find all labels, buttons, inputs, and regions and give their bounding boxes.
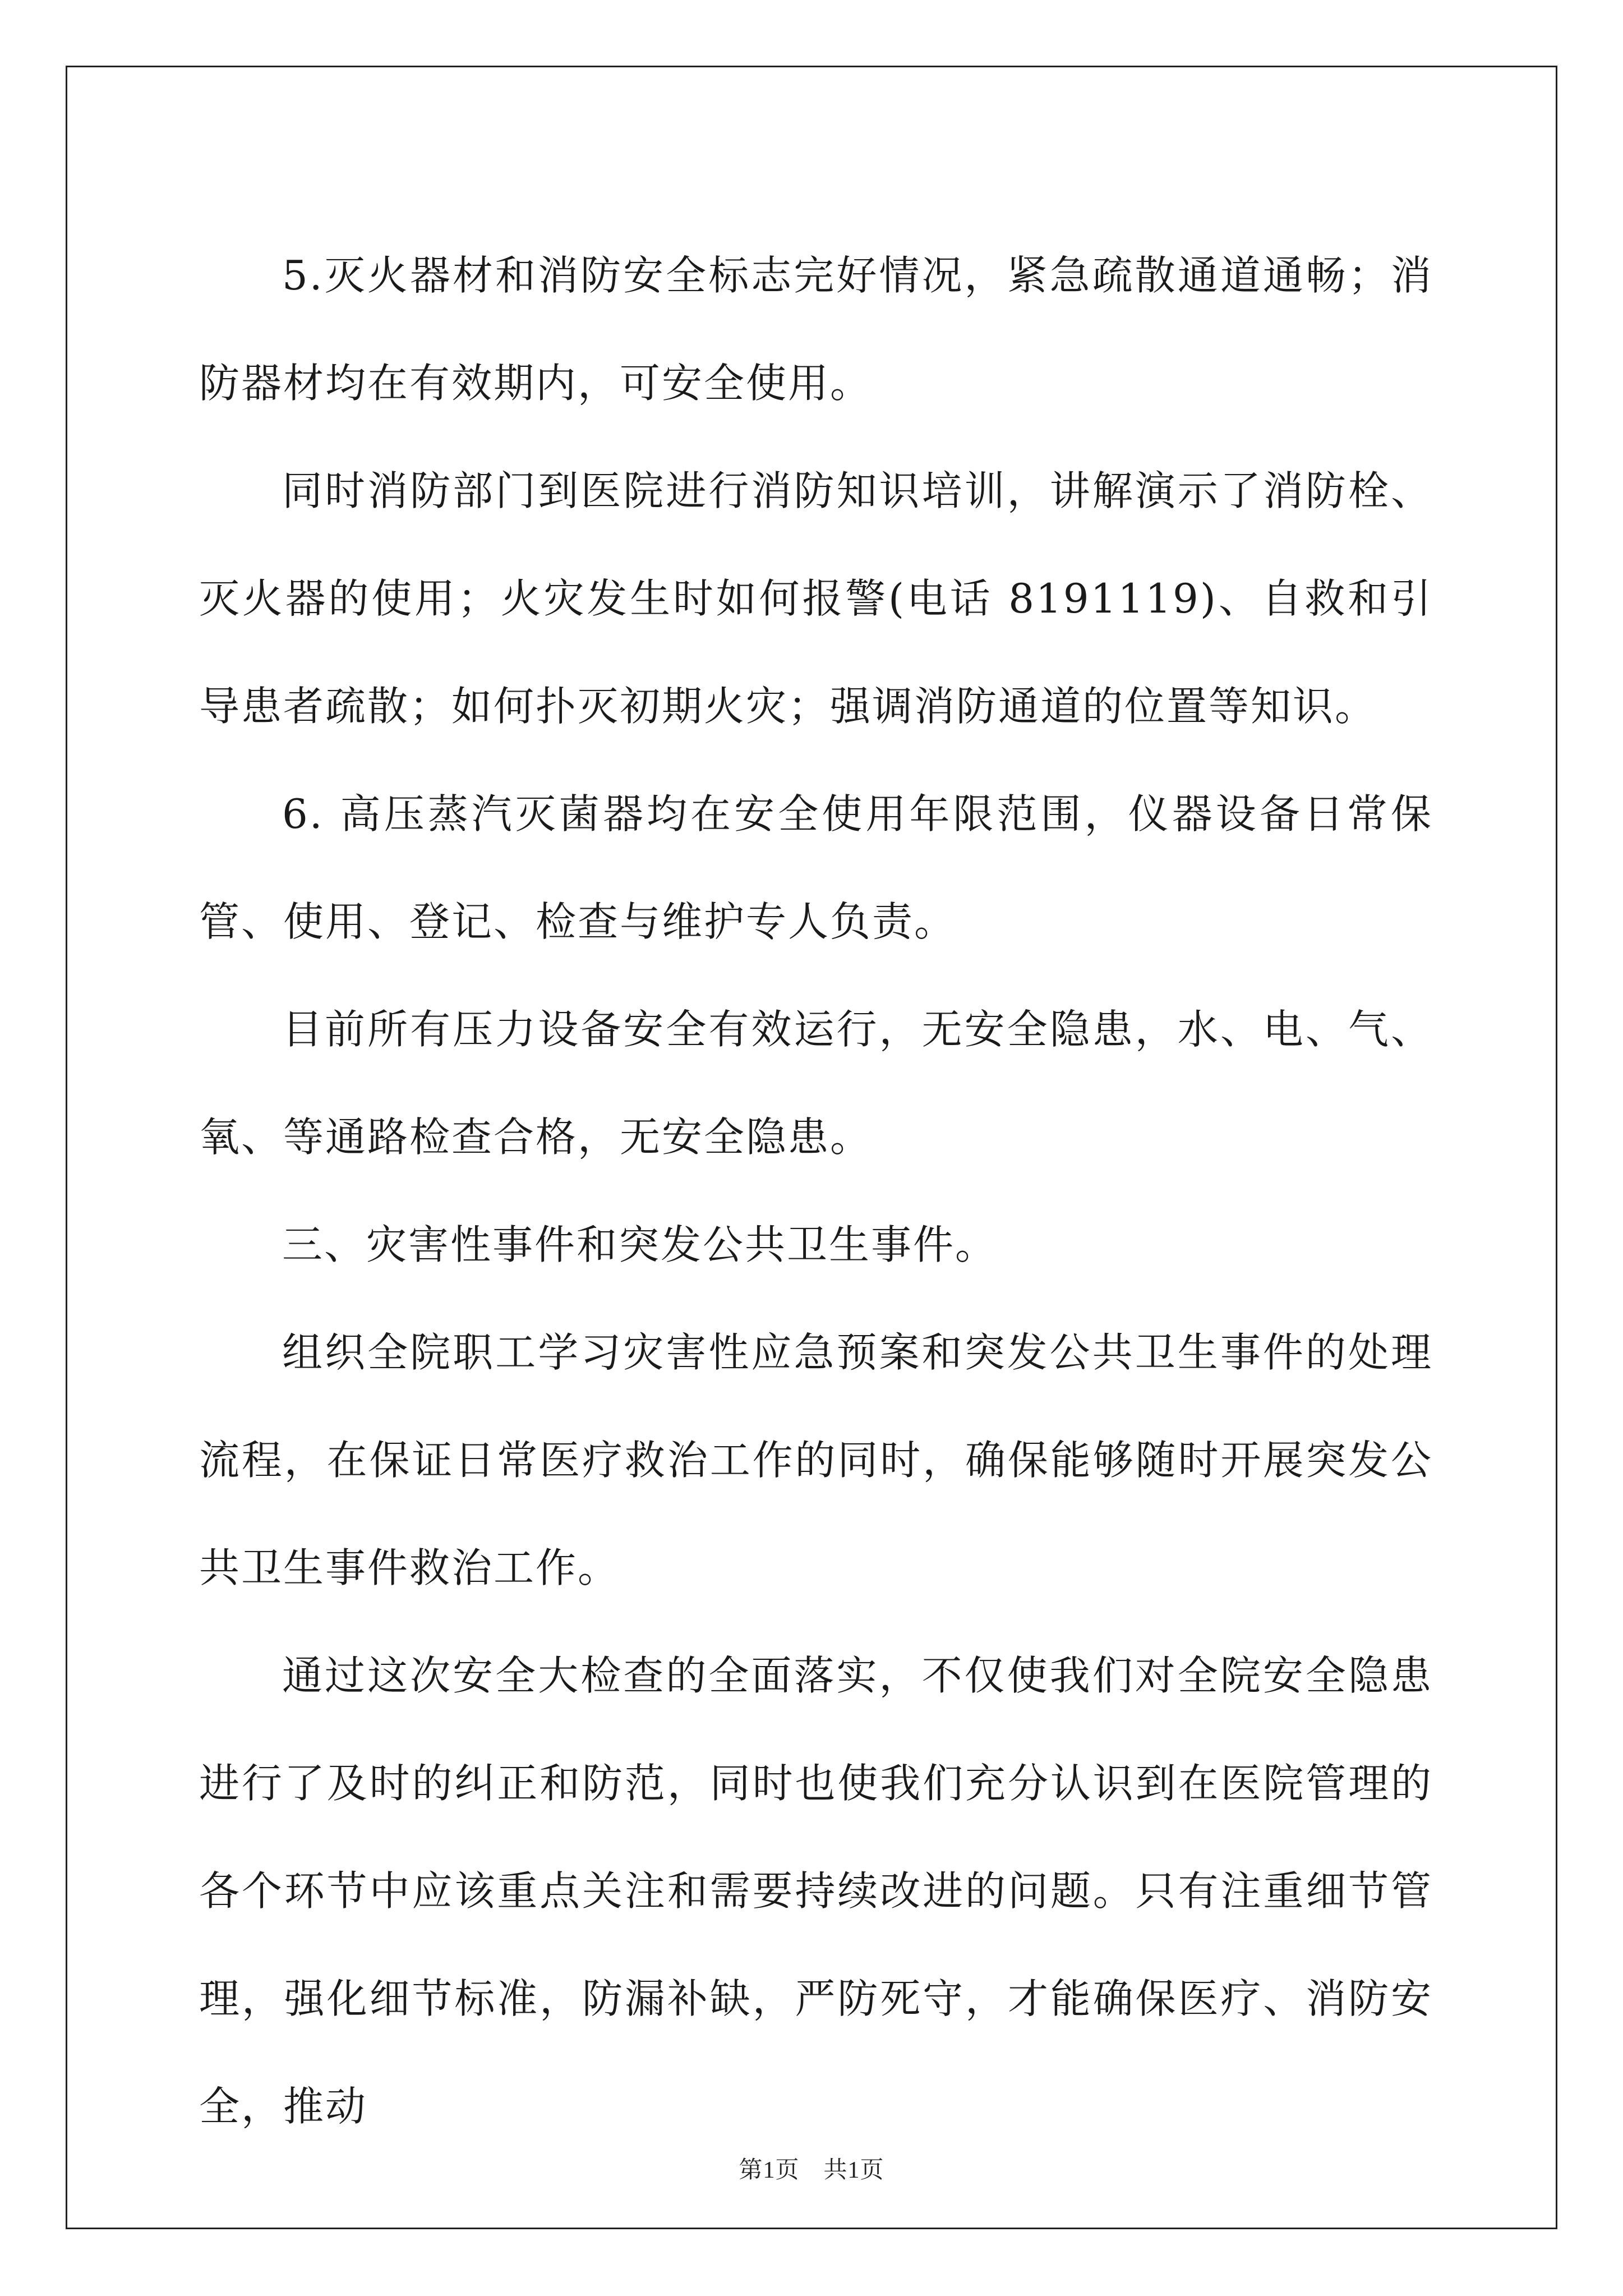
paragraph-emergency-plan: 组织全院职工学习灾害性应急预案和突发公共卫生事件的处理流程，在保证日常医疗救治工作的同时，确保能够随时开展突发公共卫生事件救治工作。: [199, 1329, 1433, 1591]
paragraph-sterilizer: 6. 高压蒸汽灭菌器均在安全使用年限范围，仪器设备日常保管、使用、登记、检查与维护专人负责。: [199, 790, 1433, 945]
paragraph-fire-equipment: 5.灭火器材和消防安全标志完好情况，紧急疏散通道通畅；消防器材均在有效期内，可安全使用。: [199, 252, 1433, 407]
page-number-footer: 第1页 共1页: [739, 2157, 884, 2183]
paragraph-pressure-equipment: 目前所有压力设备安全有效运行，无安全隐患，水、电、气、氧、等通路检查合格，无安全隐患。: [199, 1006, 1433, 1161]
section-heading-disaster-events: 三、灾害性事件和突发公共卫生事件。: [282, 1221, 998, 1268]
paragraph-conclusion: 通过这次安全大检查的全面落实，不仅使我们对全院安全隐患进行了及时的纠正和防范，同时也使我们充分认识到在医院管理的各个环节中应该重点关注和需要持续改进的问题。只有注重细节管理，强化细节标准，防漏补缺，严防死守，才能确保医疗、消防安全，推动: [199, 1652, 1433, 2130]
document-body: [199, 222, 1433, 2160]
paragraph-fire-training: 同时消防部门到医院进行消防知识培训，讲解演示了消防栓、灭火器的使用；火灾发生时如何报警(电话 8191119)、自救和引导患者疏散；如何扑灭初期火灾；强调消防通道的位置等知识。: [199, 467, 1433, 730]
